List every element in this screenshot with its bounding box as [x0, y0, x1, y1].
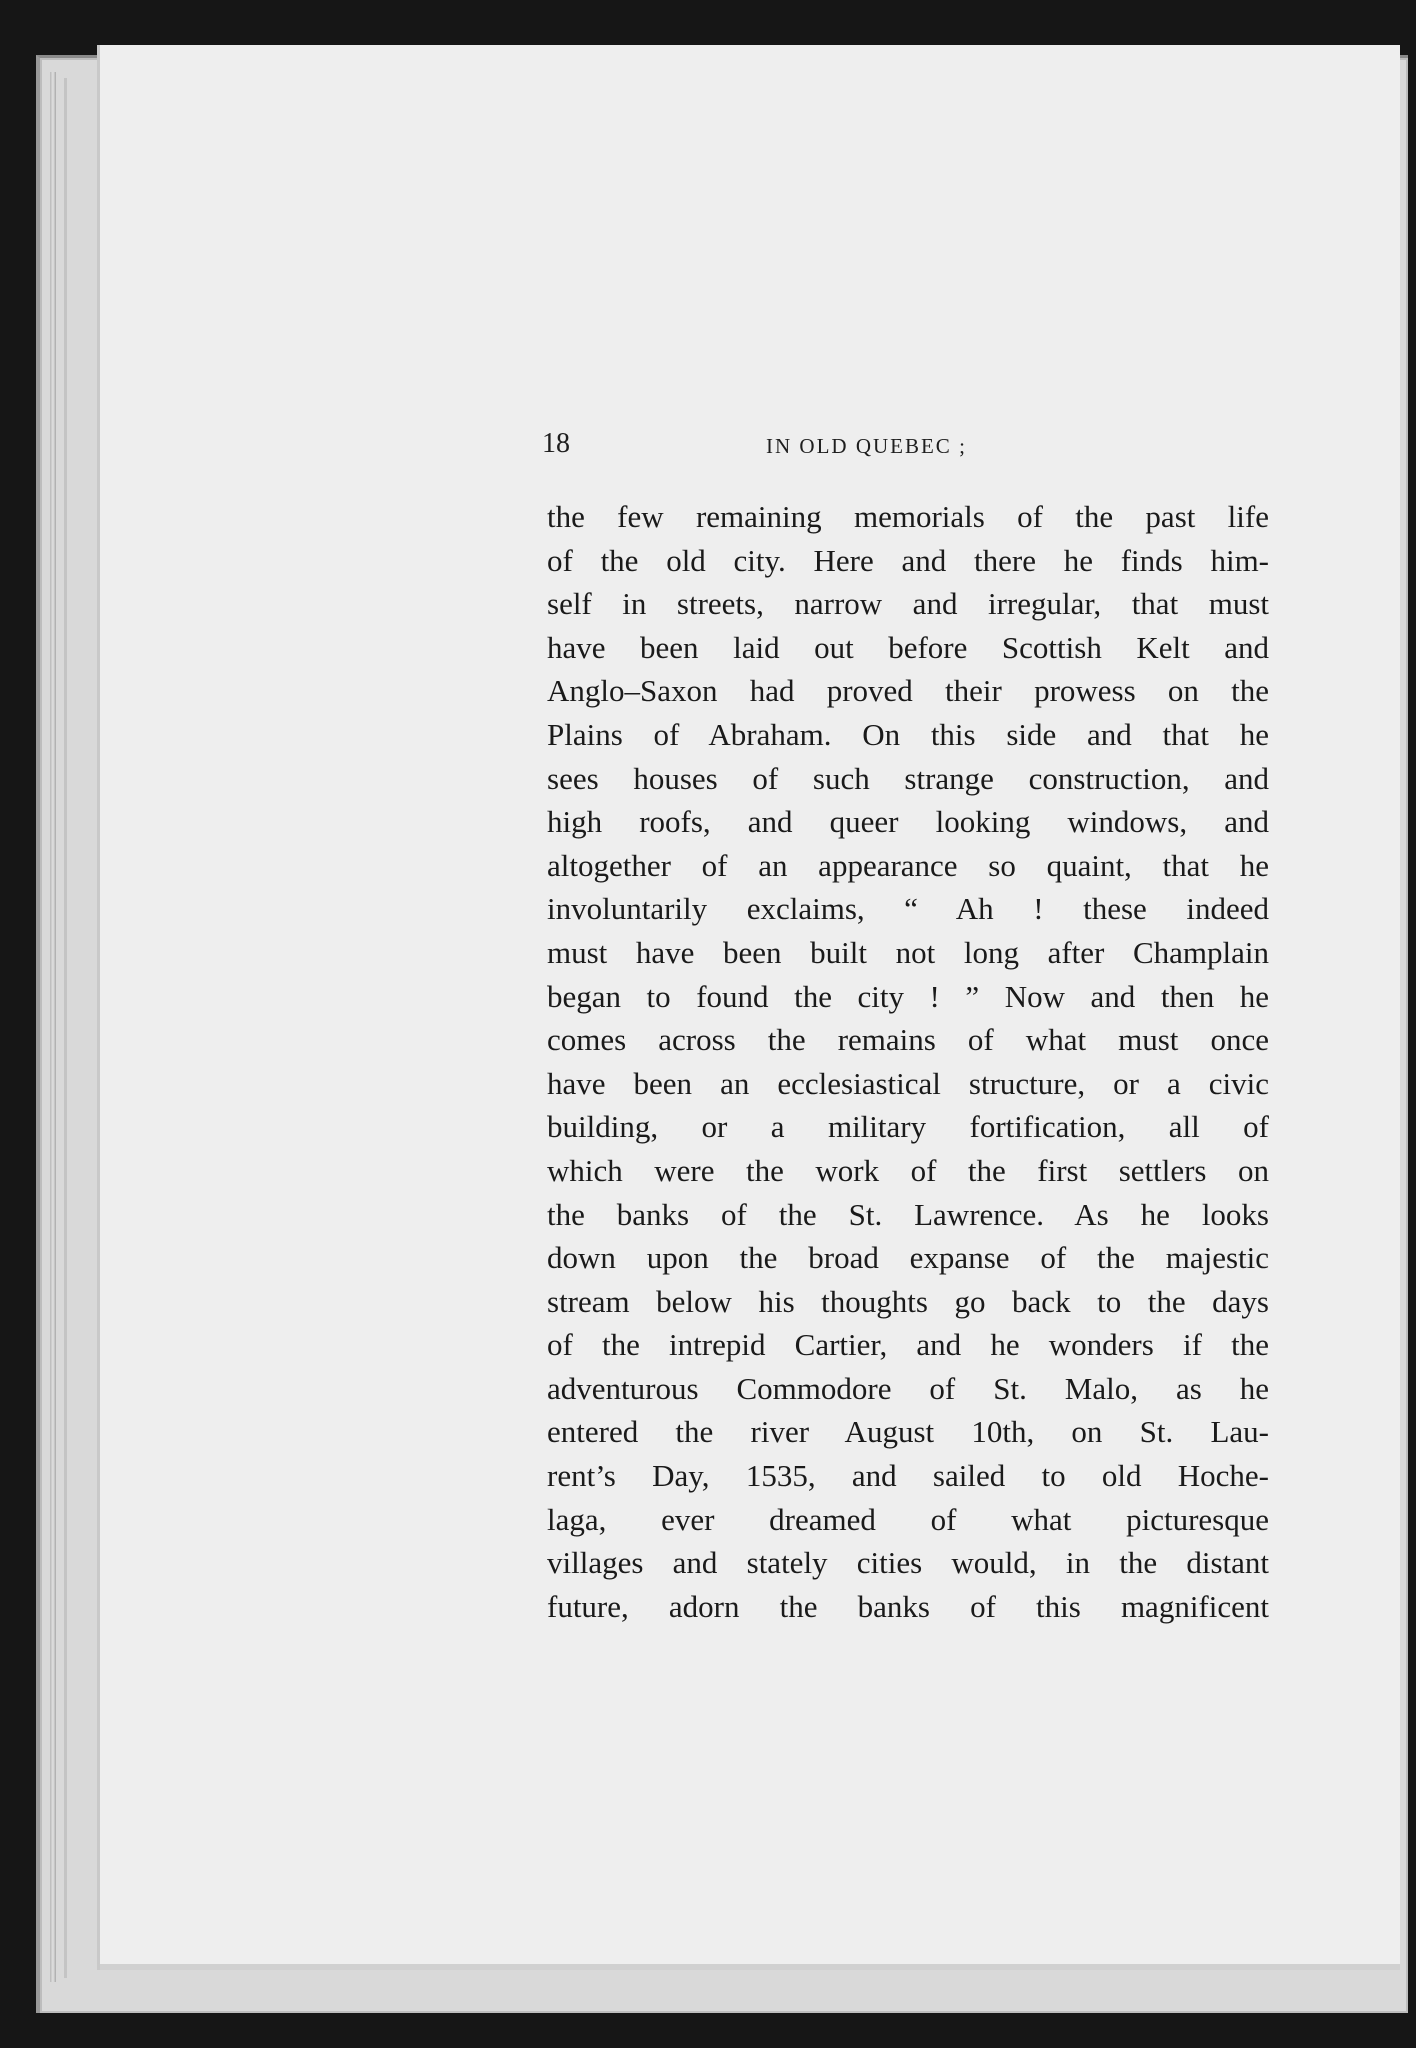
- text-line: of the old city. Here and there he finds him-: [547, 542, 1269, 578]
- text-line: future, adorn the banks of this magnificent: [547, 1588, 1269, 1624]
- text-line: comes across the remains of what must once: [547, 1022, 1269, 1058]
- text-line: rent’s Day, 1535, and sailed to old Hoche-: [547, 1458, 1269, 1494]
- body-text: [547, 495, 1269, 1628]
- text-line: the banks of the St. Lawrence. As he looks: [547, 1196, 1269, 1232]
- text-line: sees houses of such strange construction, and: [547, 760, 1269, 796]
- text-line: the few remaining memorials of the past life: [547, 499, 1269, 534]
- text-line: began to found the city ! ” Now and then he: [547, 978, 1269, 1014]
- text-line: self in streets, narrow and irregular, that must: [547, 586, 1269, 622]
- text-line: stream below his thoughts go back to the days: [547, 1283, 1269, 1319]
- page-number: 18: [542, 428, 570, 459]
- text-line: involuntarily exclaims, “ Ah ! these indeed: [547, 891, 1269, 927]
- text-line: which were the work of the first settlers on: [547, 1152, 1269, 1188]
- text-line: laga, ever dreamed of what picturesque: [547, 1501, 1269, 1537]
- text-line: high roofs, and queer looking windows, and: [547, 804, 1269, 840]
- text-line: of the intrepid Cartier, and he wonders if the: [547, 1327, 1269, 1363]
- text-line: Anglo–Saxon had proved their prowess on the: [547, 673, 1269, 709]
- text-line: villages and stately cities would, in the distant: [547, 1545, 1269, 1581]
- running-head: [542, 428, 1062, 472]
- book-page: [100, 45, 1400, 1970]
- text-line: have been laid out before Scottish Kelt and: [547, 629, 1269, 665]
- text-line: adventurous Commodore of St. Malo, as he: [547, 1370, 1269, 1406]
- text-line: Plains of Abraham. On this side and that he: [547, 716, 1269, 752]
- text-line: have been an ecclesiastical structure, or a civic: [547, 1065, 1269, 1101]
- text-line: altogether of an appearance so quaint, that he: [547, 847, 1269, 883]
- text-line: must have been built not long after Champlain: [547, 934, 1269, 970]
- text-line: down upon the broad expanse of the majestic: [547, 1240, 1269, 1276]
- text-line: entered the river August 10th, on St. Lau-: [547, 1414, 1269, 1450]
- text-line: building, or a military fortification, all of: [547, 1109, 1269, 1145]
- running-title: IN OLD QUEBEC ;: [766, 434, 967, 458]
